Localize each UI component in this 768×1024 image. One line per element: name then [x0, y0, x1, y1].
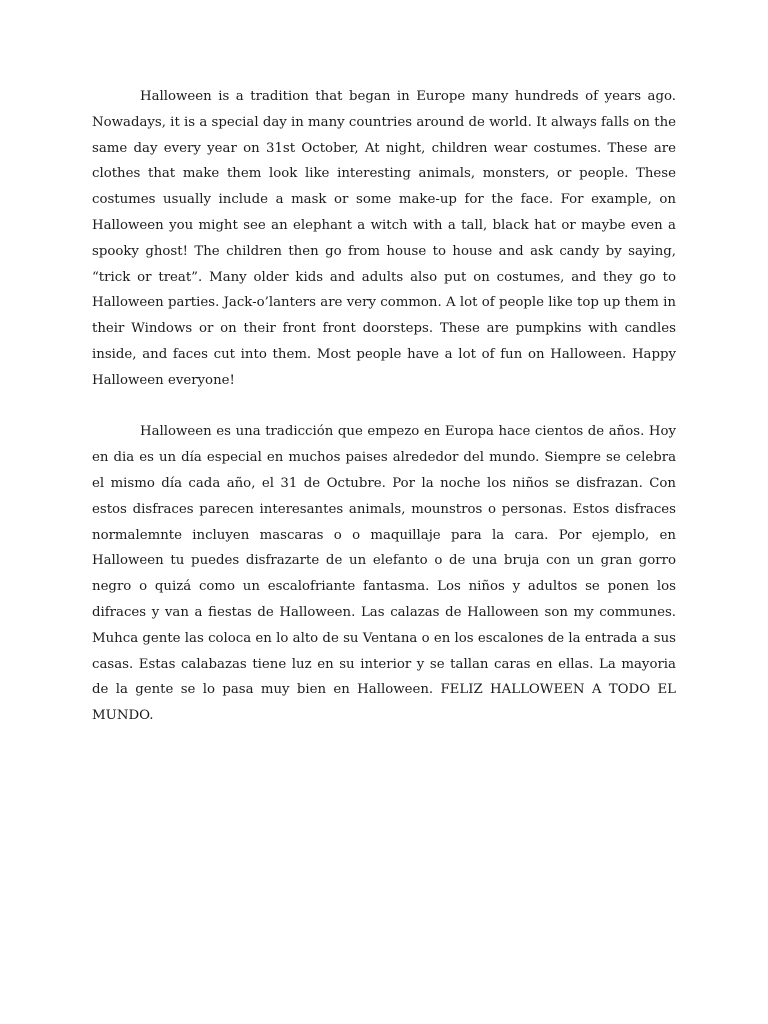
document-page [92, 84, 676, 729]
paragraph-english: Halloween is a tradition that began in Europe many hundreds of years ago. Nowadays, it is a special day in many countries around de world. It always falls on the same day every year on 31st October, At night, children wear costumes. These are clothes that make them look like interesting animals, monsters, or people. These costumes usually include a mask or some make-up for the face. For example, on Halloween you might see an elephant a witch with a tall, black hat or maybe even a spooky ghost! The children then go from house to house and ask candy by saying, “trick or treat”. Many older kids and adults also put on costumes, and they go to Halloween parties. Jack-o’lanters are very common. A lot of people like top up them in their Windows or on their front front doorsteps. These are pumpkins with candles inside, and faces cut into them. Most people have a lot of fun on Halloween. Happy Halloween everyone! [92, 89, 676, 388]
paragraph-spanish: Halloween es una tradicción que empezo en Europa hace cientos de años. Hoy en dia es un día especial en muchos paises alrededor del mundo. Siempre se celebra el mismo día cada año, el 31 de Octubre. Por la noche los niños se disfrazan. Con estos disfraces parecen interesantes animals, mounstros o personas. Estos disfraces normalemnte incluyen mascaras o o maquillaje para la cara. Por ejemplo, en Halloween tu puedes disfrazarte de un elefanto o de una bruja con un gran gorro negro o quizá como un escalofriante fantasma. Los niños y adultos se ponen los difraces y van a fiestas de Halloween. Las calazas de Halloween son my communes. Muhca gente las coloca en lo alto de su Ventana o en los escalones de la entrada a sus casas. Estas calabazas tiene luz en su interior y se tallan caras en ellas. La mayoria de la gente se lo pasa muy bien en Halloween. FELIZ HALLOWEEN A TODO EL MUNDO. [92, 424, 676, 724]
